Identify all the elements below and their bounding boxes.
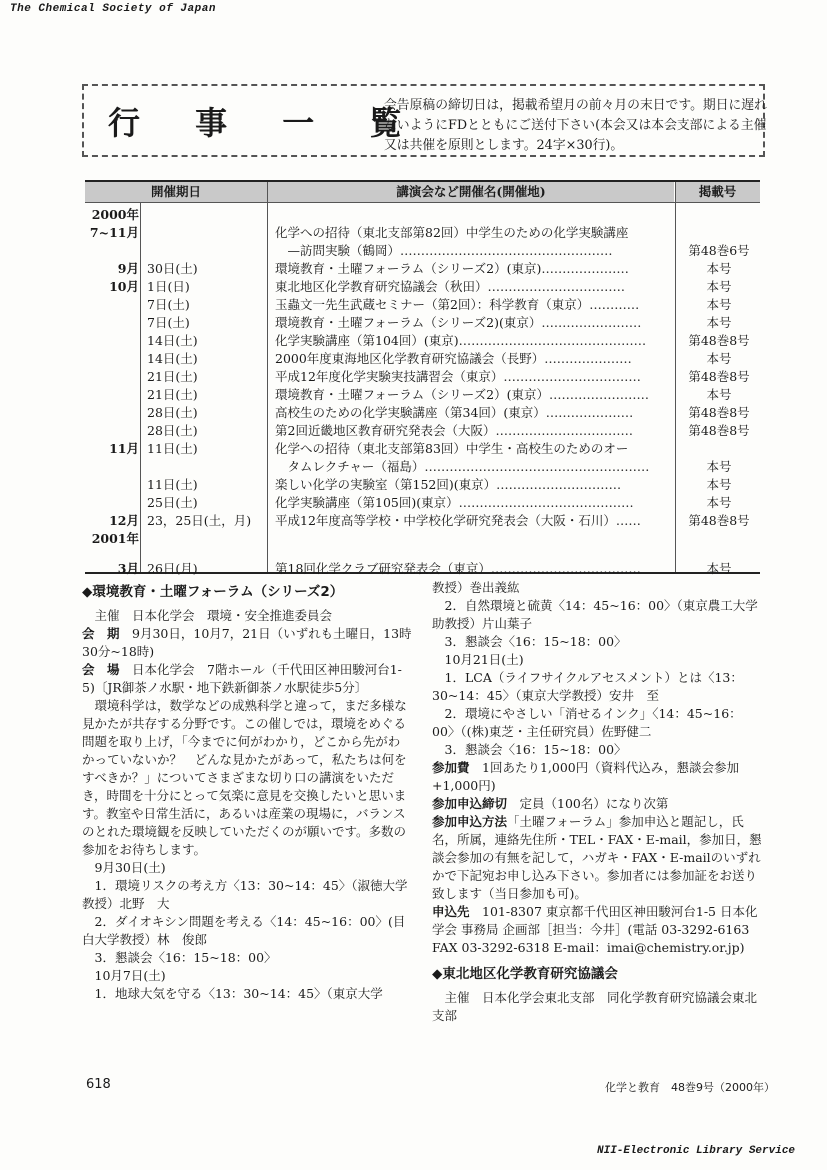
header-issue: 掲載号 — [675, 182, 760, 202]
schedule-event: 玉蟲文一先生武蔵セミナー（第2回）：科学教育（東京）………… — [275, 297, 640, 312]
schedule-event: 化学への招待（東北支部第83回）中学生・高校生のためのオー — [275, 441, 629, 456]
page-number: 618 — [86, 1077, 111, 1092]
schedule-issue: 本号 — [706, 315, 732, 330]
info-label: 参加費 — [432, 760, 470, 775]
paragraph: 2．自然環境と硫黄〈14：45~16：00〉（東京農工大学助教授）片山葉子 — [432, 598, 758, 631]
schedule-event: 東北地区化学教育研究協議会（秋田）…………………………… — [275, 279, 626, 294]
header-event: 講演会など開催名(開催地) — [268, 182, 674, 202]
schedule-month: 12月 — [109, 513, 139, 528]
paragraph: 主催 日本化学会 環境・安全推進委員会 — [82, 608, 333, 623]
date-divider — [267, 182, 268, 572]
schedule-issue: 第48巻8号 — [688, 405, 750, 420]
schedule-event: 化学実験講座（第104回）(東京)……………………………………… — [275, 333, 647, 348]
schedule-date: 7日(土) — [147, 297, 190, 312]
schedule-issue: 第48巻8号 — [688, 423, 750, 438]
paragraph: 10月21日(土) — [432, 652, 524, 667]
page-title: 行 事 一 覧 — [108, 104, 424, 142]
schedule-issue: 本号 — [706, 351, 732, 366]
paragraph: 1．LCA（ライフサイクルアセスメント）とは〈13：30~14：45〉（東京大学教授）安井 至 — [432, 670, 743, 703]
nii-footer: NII-Electronic Library Service — [597, 1145, 796, 1157]
schedule-date: 14日(土) — [147, 333, 198, 348]
schedule-date: 7日(土) — [147, 315, 190, 330]
schedule-month: 11月 — [109, 441, 139, 456]
info-entry — [82, 625, 412, 661]
paragraph: 3．懇談会〈16：15~18：00〉 — [432, 742, 627, 757]
issue-divider — [675, 182, 676, 572]
schedule-date: 26日(月) — [147, 561, 198, 576]
schedule-date: 28日(土) — [147, 423, 198, 438]
schedule-month: 2000年 — [91, 207, 139, 222]
paragraph: 1．環境リスクの考え方〈13：30~14：45〉（淑徳大学教授）北野 大 — [82, 878, 408, 911]
schedule-issue: 第48巻8号 — [688, 513, 750, 528]
schedule-issue: 本号 — [706, 477, 732, 492]
deadline-note: 会告原稿の締切日は，掲載希望月の前々月の末日です。期日に遅れないようにFDとともにご送付下さい(本会又は本会支部による主催又は共催を原則とします。24字×30行)。 — [384, 98, 767, 153]
paragraph: 3．懇談会〈16：15~18：00〉 — [82, 950, 277, 965]
schedule-issue: 本号 — [706, 297, 732, 312]
schedule-event: 第18回化学クラブ研究発表会（東京）……………………………… — [275, 561, 641, 576]
schedule-issue: 第48巻6号 — [688, 243, 750, 258]
schedule-date: 11日(土) — [147, 441, 198, 456]
info-value: 9月30日，10月7，21日（いずれも土曜日，13時30分~18時) — [82, 626, 412, 659]
schedule-date: 11日(土) — [147, 477, 198, 492]
schedule-issue: 本号 — [706, 561, 732, 576]
schedule-event: 化学実験講座（第105回)(東京）…………………………………… — [275, 495, 634, 510]
schedule-issue: 本号 — [706, 387, 732, 402]
column-left — [82, 583, 412, 1003]
schedule-event: 環境教育・土曜フォーラム（シリーズ2）(東京）…………………… — [275, 387, 649, 402]
schedule-date: 1日(日) — [147, 279, 190, 294]
paragraph: 2．環境にやさしい「消せるインク」〈14：45~16：00〉（(株)東芝・主任研究員）佐野健二 — [432, 706, 742, 739]
info-value: 101-8307 東京都千代田区神田駿河台1-5 日本化学会 事務局 企画部［担当：今井］(電話 03-3292-6163 FAX 03-3292-6318 E-mail：imai@chemistry.or.jp) — [432, 904, 762, 955]
section-heading: ◆環境教育・土曜フォーラム（シリーズ2） — [82, 584, 344, 600]
schedule-date: 25日(土) — [147, 495, 198, 510]
info-value: 1回あたり1,000円（資料代込み，懇談会参加+1,000円) — [432, 760, 740, 793]
schedule-issue: 第48巻8号 — [688, 369, 750, 384]
schedule-event: 環境教育・土曜フォーラム（シリーズ2)(東京）…………………… — [275, 315, 642, 330]
column-right — [432, 579, 762, 1025]
event-schedule-table — [85, 180, 760, 574]
info-label: 申込先 — [432, 904, 470, 919]
schedule-date: 21日(土) — [147, 387, 198, 402]
info-entry — [432, 903, 762, 957]
paragraph: 教授）巻出義紘 — [432, 580, 520, 595]
schedule-event: 環境教育・土曜フォーラム（シリーズ2）(東京)………………… — [275, 261, 629, 276]
month-divider — [140, 202, 141, 572]
schedule-date: 23，25日(土，月) — [147, 513, 252, 528]
paragraph: 3．懇談会〈16：15~18：00〉 — [432, 634, 627, 649]
schedule-date: 30日(土) — [147, 261, 198, 276]
schedule-event: —訪問実験（鶴岡）…………………………………………… — [275, 243, 613, 258]
schedule-event: 2000年度東海地区化学教育研究協議会（長野）………………… — [275, 351, 632, 366]
info-label: 会 期 — [82, 626, 120, 641]
schedule-issue: 本号 — [706, 459, 732, 474]
schedule-month: 9月 — [117, 261, 139, 276]
info-value: 定員（100名）になり次第 — [507, 796, 669, 811]
paragraph: 1．地球大気を守る〈13：30~14：45〉（東京大学 — [82, 986, 383, 1001]
info-entry — [82, 661, 412, 697]
schedule-event: 平成12年度高等学校・中学校化学研究発表会（大阪・石川）…… — [275, 513, 641, 528]
schedule-month: 2001年 — [91, 531, 139, 546]
journal-info: 化学と教育 48巻9号（2000年） — [605, 1081, 775, 1094]
paragraph: 2．ダイオキシン問題を考える〈14：45~16：00〉(目白大学教授）林 俊郎 — [82, 914, 406, 947]
schedule-issue: 本号 — [706, 279, 732, 294]
schedule-month: 3月 — [117, 561, 139, 576]
section-heading: ◆東北地区化学教育研究協議会 — [432, 966, 618, 982]
paragraph: 9月30日(土) — [82, 860, 166, 875]
schedule-event: タムレクチャー（福島）……………………………………………… — [275, 459, 650, 474]
schedule-issue: 本号 — [706, 261, 732, 276]
society-header: The Chemical Society of Japan — [10, 3, 216, 15]
schedule-event: 高校生のための化学実験講座（第34回）(東京）………………… — [275, 405, 634, 420]
info-entry — [432, 795, 762, 813]
schedule-date: 28日(土) — [147, 405, 198, 420]
info-value: 「土曜フォーラム」参加申込と題記し，氏名，所属，連絡先住所・TEL・FAX・E-mail，参加日，懇談会参加の有無を記して，ハガキ・FAX・E-mailのいずれかで下記宛お申し込み下さい。参加者には参加証をお送り致します（当日参加も可)。 — [432, 814, 762, 901]
info-entry — [432, 759, 762, 795]
schedule-month: 7~11月 — [89, 225, 139, 240]
info-label: 参加申込方法 — [432, 814, 508, 829]
paragraph: 10月7日(土) — [82, 968, 166, 983]
schedule-event: 平成12年度化学実験実技講習会（東京）…………………………… — [275, 369, 641, 384]
schedule-month: 10月 — [109, 279, 139, 294]
info-value: 日本化学会 7階ホール（千代田区神田駿河台1-5)〔JR御茶ノ水駅・地下鉄新御茶ノ水駅徒歩5分〕 — [82, 662, 402, 695]
schedule-event: 化学への招待（東北支部第82回）中学生のための化学実験講座 — [275, 225, 629, 240]
schedule-issue: 本号 — [706, 495, 732, 510]
schedule-issue: 第48巻8号 — [688, 333, 750, 348]
info-label: 会 場 — [82, 662, 120, 677]
schedule-event: 楽しい化学の実験室（第152回)(東京）………………………… — [275, 477, 622, 492]
info-entry — [432, 813, 762, 903]
header-date: 開催期日 — [85, 182, 267, 202]
header-rule — [85, 202, 760, 203]
schedule-event: 第2回近畿地区教育研究発表会（大阪）…………………………… — [275, 423, 633, 438]
info-label: 参加申込締切 — [432, 796, 508, 811]
paragraph: 環境科学は，数学などの成熟科学と違って，まだ多様な見かたが共存する分野です。この催しでは，環境をめぐる問題を取り上げ，「今までに何がわかり，どこから先がわかっていないか？ どんな見かたがあって，私たちは何をすべきか？」についてさまざまな切り口の講演をいただき，時間を十分にとって気楽に意見を交換したいと思います。教室や日常生活に，あるいは産業の現場に，バランスのとれた環境観を反映していただくのが願いです。多数の参加をお待ちします。 — [82, 698, 407, 857]
paragraph: 主催 日本化学会東北支部 同化学教育研究協議会東北支部 — [432, 990, 758, 1023]
schedule-date: 21日(土) — [147, 369, 198, 384]
schedule-date: 14日(土) — [147, 351, 198, 366]
